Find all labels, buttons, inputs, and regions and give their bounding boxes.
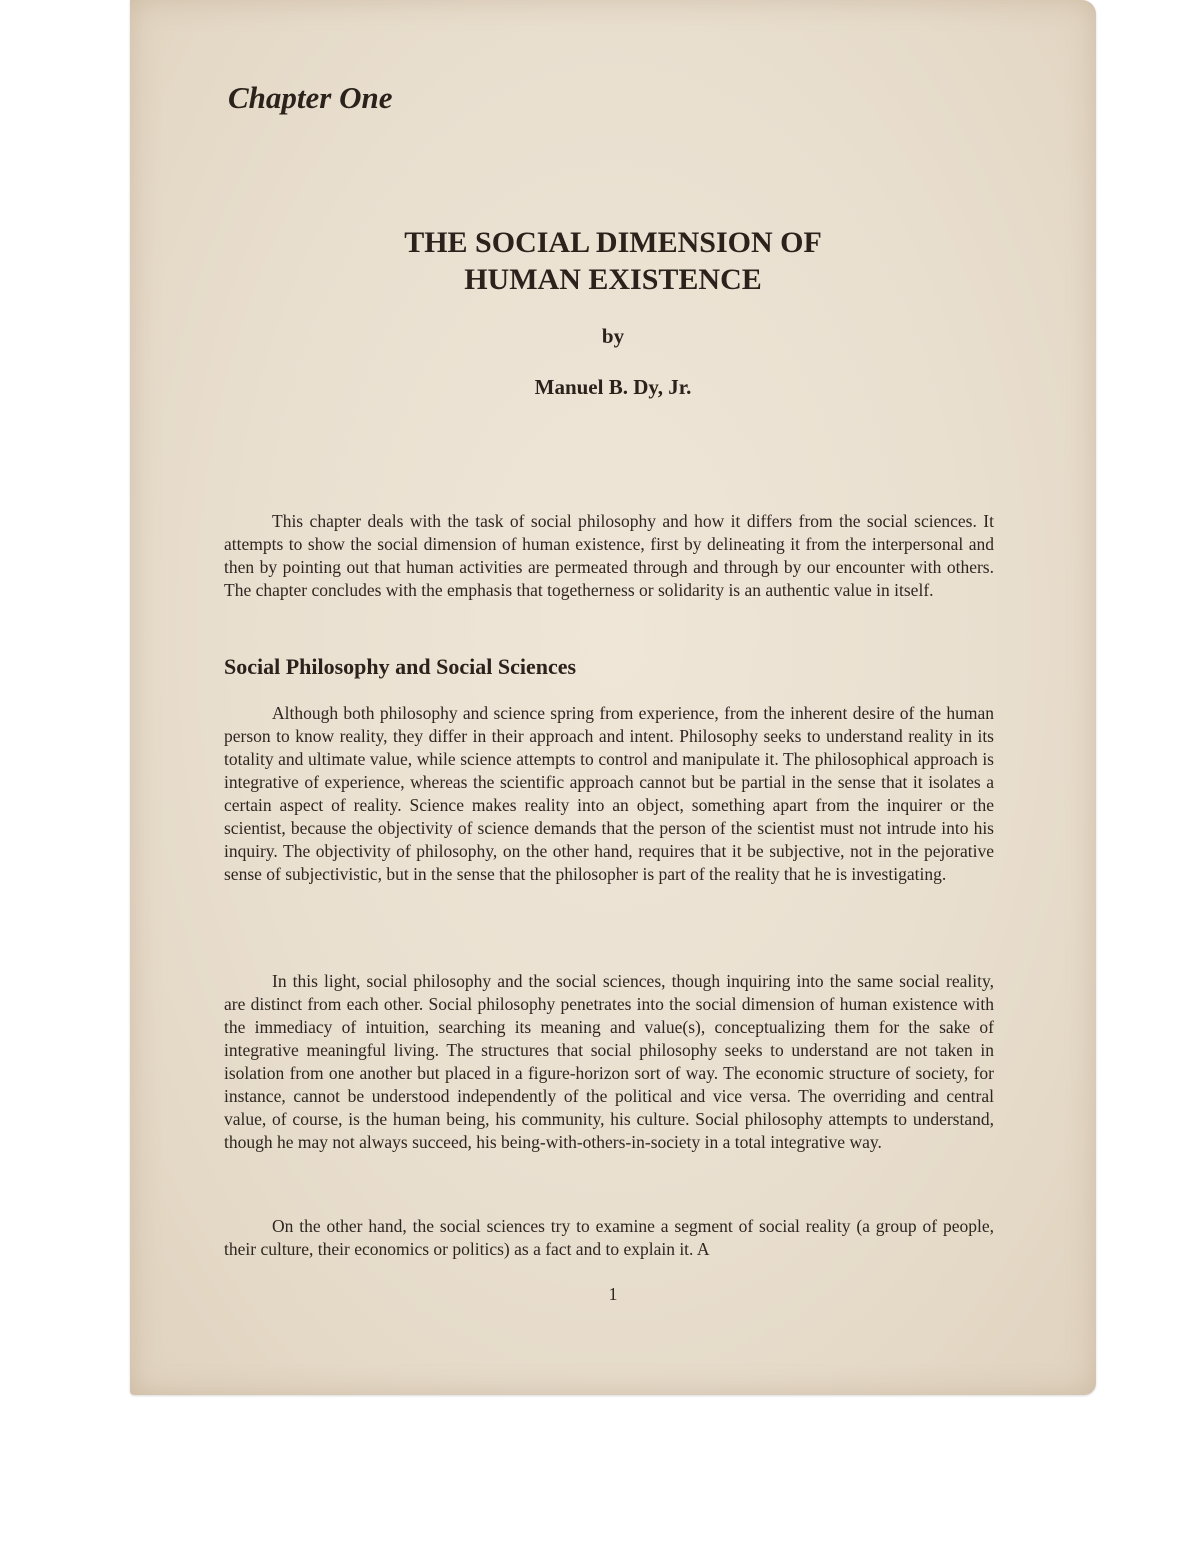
chapter-title [130, 224, 1096, 298]
author-name: Manuel B. Dy, Jr. [534, 375, 692, 399]
byline: by [601, 324, 625, 348]
body-paragraph: On the other hand, the social sciences try to examine a segment of social reality (a group of people, their culture, their economics or politics) as a fact and to explain it. A [224, 1216, 994, 1259]
section-heading: Social Philosophy and Social Sciences [224, 654, 577, 679]
chapter-title-line: HUMAN EXISTENCE [464, 263, 762, 296]
chapter-label: Chapter One [228, 80, 393, 115]
scanned-page [130, 0, 1096, 1395]
body-paragraph: Although both philosophy and science spring from experience, from the inherent desire of the human person to know reality, they differ in their approach and intent. Philosophy seeks to understand reality in its totality and ultimate value, while science attempts to control and manipulate it. The philosophical approach is integrative of experience, whereas the scientific approach cannot but be partial in the sense that it isolates a certain aspect of reality. Science makes reality into an object, something apart from the inquirer or the scientist, because the objectivity of science demands that the person of the scientist must not intrude into his inquiry. The objectivity of philosophy, on the other hand, requires that it be subjective, not in the pejorative sense of subjectivistic, but in the sense that the philosopher is part of the reality that he is investigating. [224, 703, 994, 884]
body-paragraph: In this light, social philosophy and the social sciences, though inquiring into the same social reality, are distinct from each other. Social philosophy penetrates into the social dimension of human existence with the immediacy of intuition, searching its meaning and value(s), conceptualizing them for the sake of integrative meaningful living. The structures that social philosophy seeks to understand are not taken in isolation from one another but placed in a figure-horizon sort of way. The economic structure of society, for instance, cannot be understood independently of the political and vice versa. The overriding and central value, of course, is the human being, his community, his culture. Social philosophy attempts to understand, though he may not always succeed, his being-with-others-in-society in a total integrative way. [224, 971, 994, 1152]
page-number: 1 [608, 1284, 618, 1304]
chapter-title-line: THE SOCIAL DIMENSION OF [404, 226, 822, 259]
abstract-paragraph: This chapter deals with the task of social philosophy and how it differs from the social sciences. It attempts to show the social dimension of human existence, first by delineating it from the interpersonal and then by pointing out that human activities are permeated through and through by our encounter with others. The chapter concludes with the emphasis that togetherness or solidarity is an authentic value in itself. [224, 511, 994, 600]
